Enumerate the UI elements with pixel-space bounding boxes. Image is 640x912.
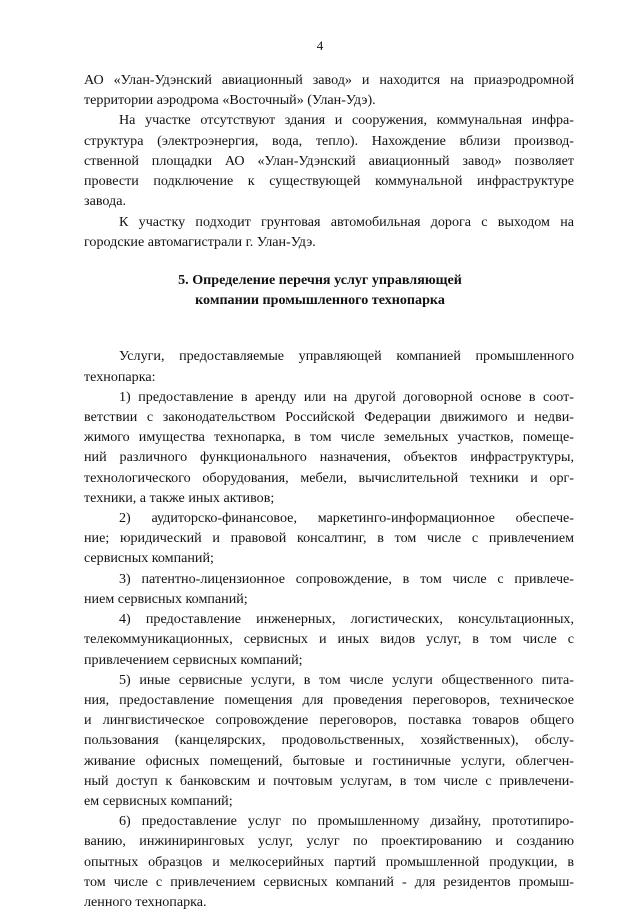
text-line: ний различного функционального назначения, объектов инфраструктуры, [84, 449, 574, 466]
text-line: привлечением сервисных компаний; [84, 651, 303, 668]
text-line: ние; юридический и правовой консалтинг, в том числе с привлечением [84, 530, 574, 547]
text-line: пользования (канцелярских, продовольственных, хозяйственных), обслу- [84, 732, 574, 749]
text-line: Услуги, предоставляемые управляющей компанией промышленного [119, 348, 574, 365]
text-line: сервисных компаний; [84, 550, 214, 567]
text-line: провести подключение к существующей коммунальной инфраструктуре [84, 173, 574, 190]
text-line: ем сервисных компаний; [84, 792, 233, 809]
text-line: ния, предоставление помещения для проведения переговоров, техническое [84, 691, 574, 708]
text-line: жимого имущества технопарка, в том числе земельных участков, помеще- [84, 429, 574, 446]
text-line: структура (электроэнергия, вода, тепло). Нахождение вблизи производ- [84, 132, 574, 149]
text-line: ственной площадки АО «Улан-Удэнский авиационный завод» позволяет [84, 152, 574, 169]
text-line: технологического оборудования, мебели, вычислительной техники и орг- [84, 469, 574, 486]
text-line: К участку подходит грунтовая автомобильная дорога с выходом на [119, 213, 574, 230]
text-line: нием сервисных компаний; [84, 590, 248, 607]
text-line: том числе с привлечением сервисных компаний - для резидентов промыш- [84, 873, 574, 890]
text-line: ный доступ к банковским и почтовым услугам, в том числе с привлечени- [84, 772, 574, 789]
text-line: опытных образцов и мелкосерийных партий промышленной продукции, в [84, 853, 574, 870]
text-line: территории аэродрома «Восточный» (Улан-Удэ). [84, 92, 376, 109]
text-line: 4) предоставление инженерных, логистических, консультационных, [119, 611, 574, 628]
text-line: телекоммуникационных, сервисных и иных видов услуг, в том числе с [84, 631, 574, 648]
section-heading-line: компании промышленного технопарка [195, 292, 445, 309]
text-line: 5) иные сервисные услуги, в том числе услуги общественного пита- [119, 671, 574, 688]
text-line: живание офисных помещений, бытовые и гостиничные услуги, облегчен- [84, 752, 574, 769]
text-line: городские автомагистрали г. Улан-Удэ. [84, 233, 316, 250]
text-line: ветствии с законодательством Российской Федерации движимого и недви- [84, 408, 574, 425]
text-line: завода. [84, 193, 126, 210]
text-line: На участке отсутствуют здания и сооружения, коммунальная инфра- [119, 112, 574, 129]
text-line: 1) предоставление в аренду или на другой договорной основе в соот- [119, 388, 574, 405]
text-line: ванию, инжиниринговых услуг, услуг по проектированию и созданию [84, 833, 574, 850]
text-line: 2) аудиторско-финансовое, маркетинго-информационное обеспече- [119, 510, 574, 526]
text-line: 3) патентно-лицензионное сопровождение, в том числе с привлече- [119, 570, 574, 587]
text-line: ленного технопарка. [84, 894, 207, 910]
text-line: техники, а также иных активов; [84, 489, 275, 506]
text-line: 6) предоставление услуг по промышленному дизайну, прототипиро- [119, 813, 574, 830]
text-line: АО «Улан-Удэнский авиационный завод» и находится на приаэродромной [84, 72, 574, 88]
text-line: и лингвистическое сопровождение переговоров, поставка товаров общего [84, 712, 574, 729]
page-number: 4 [316, 38, 324, 53]
section-heading-line: 5. Определение перечня услуг управляющей [178, 271, 462, 288]
text-line: технопарка: [84, 368, 156, 385]
